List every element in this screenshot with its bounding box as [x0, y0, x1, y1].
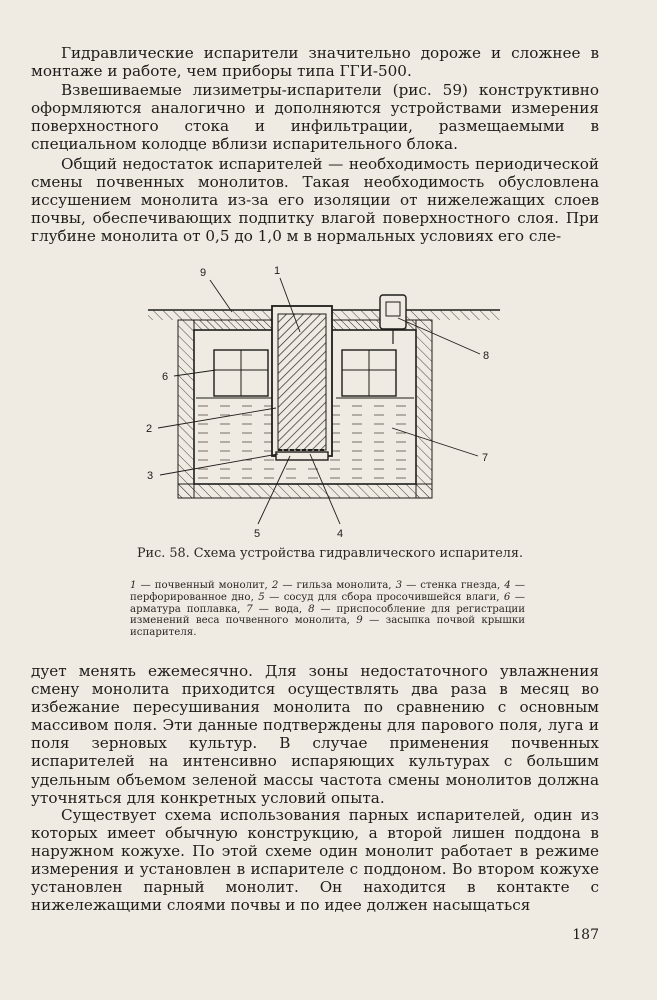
legend-item: 1 — почвенный монолит, — [130, 580, 272, 591]
legend-item: 9 — засыпка почвой крышки испарителя. — [130, 615, 525, 639]
legend-item: 5 — сосуд для сбора просочившейся влаги, — [258, 591, 504, 603]
label-5: 5 — [254, 528, 261, 540]
legend-item: 6 — арматура поплавка, — [130, 591, 525, 615]
soil-monolith — [278, 314, 326, 450]
label-3: 3 — [147, 470, 154, 482]
legend-item: 7 — вода, — [246, 603, 309, 615]
legend-item: 8 — приспособление для регистрации изменений веса почвенного монолита, — [130, 603, 526, 627]
legend-item: 3 — стенка гнезда, — [395, 580, 505, 591]
page-number: 187 — [572, 927, 599, 943]
label-1: 1 — [274, 265, 281, 277]
collecting-vessel — [276, 452, 328, 460]
legend-item: 2 — гильза монолита, — [271, 580, 396, 591]
paragraph-2: Взвешиваемые лизиметры-испарители (рис. 59) конструктивно оформляются аналогично и дополняются устройствами измерения поверхностного стока и инфильтрации, размещаемыми в специальном колодце вблизи испарительного блока. — [31, 81, 599, 154]
label-2: 2 — [146, 423, 153, 435]
paragraph-5: Существует схема использования парных испарителей, один из которых имеет обычную конструкцию, а второй лишен поддона в наружном кожухе. По этой схеме один монолит работает в режиме измерения и установлен в испарителе с поддоном. Во втором кожухе установлен парный монолит. Он находится в контакте с нижележащими слоями почвы и по идее должен насыщаться — [31, 806, 599, 915]
evaporator-diagram — [130, 258, 520, 548]
label-4: 4 — [337, 528, 344, 540]
label-8: 8 — [483, 350, 490, 362]
label-7: 7 — [482, 452, 489, 464]
legend-item: 4 — перфорированное дно, — [130, 580, 525, 603]
label-6: 6 — [162, 371, 169, 383]
paragraph-1: Гидравлические испарители значительно дороже и сложнее в монтаже и работе, чем приборы типа ГГИ-500. — [31, 44, 599, 81]
label-9: 9 — [200, 267, 207, 279]
paragraph-3: Общий недостаток испарителей — необходимость периодической смены почвенных монолитов. Такая необходимость обусловлена иссушением монолита из-за его изоляции от нижележащих слоев почвы, обеспечивающих подпитку влагой поверхностного слоя. При глубине монолита от 0,5 до 1,0 м в нормальных условиях его сле- — [31, 155, 599, 246]
figure-caption: Рис. 58. Схема устройства гидравлического испарителя. — [136, 546, 524, 561]
paragraph-4: дует менять ежемесячно. Для зоны недостаточного увлажнения смену монолита приходится осуществлять два раза в месяц во избежание пересушивания монолита по сравнению с основным массивом поля. Эти данные подтверждены для парового поля, луга и поля зерновых культур. В случае применения почвенных испарителей на интенсивно испаряющих культурах с большим удельным объемом зеленой массы частота смены монолитов должна уточняться для конкретных условий опыта. — [31, 662, 599, 807]
figure-legend — [130, 580, 525, 639]
